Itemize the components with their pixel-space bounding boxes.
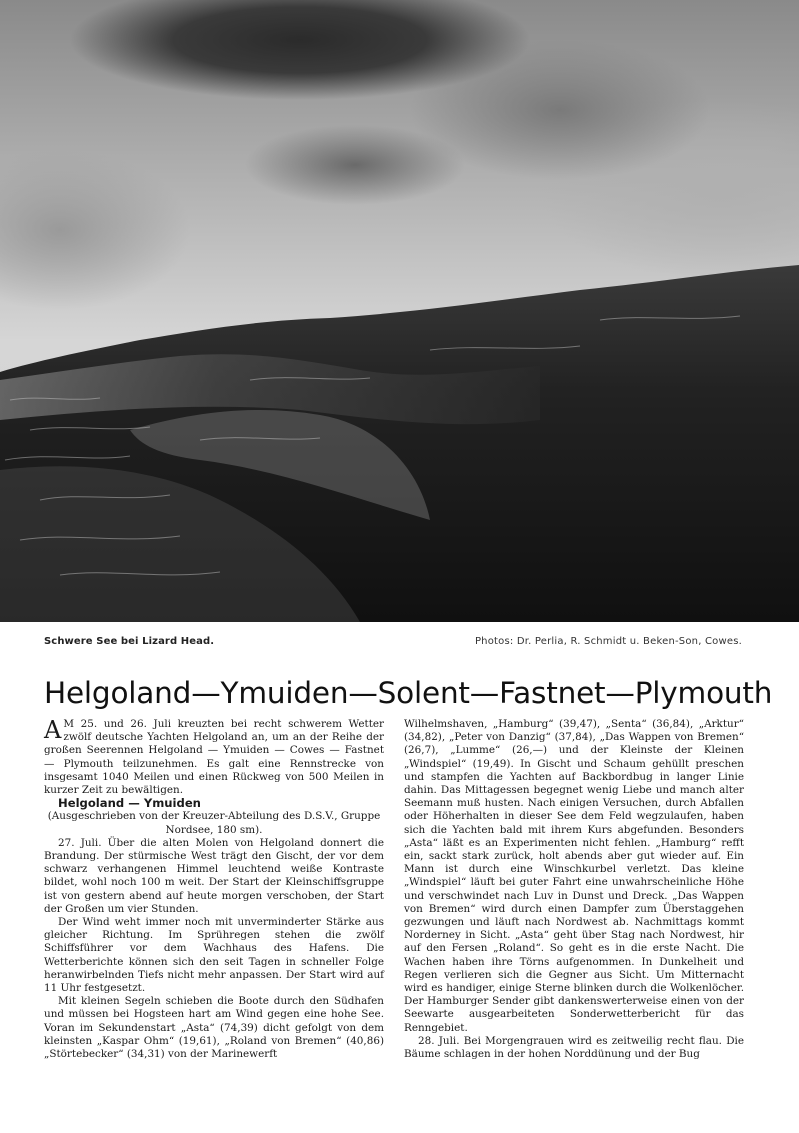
paragraph-4: Wilhelmshaven, „Hamburg“ (39,47), „Senta“ (36,84), „Arktur“ (34,82), „Peter von Danzig“ (37,84), „Das Wappen von Bremen“ (26,7), „Lumme“ (26,—) und der Kleinste der Kleinen „Windspiel“ (19,49). In Gischt und Schaum gehüllt preschen und stampfen die Yachten auf Backbordbug in langer Linie dahin. Das Mittagessen begegnet wenig Liebe und manch alter Seemann muß husten. Nach einigen Versuchen, durch Abfallen oder Höherhalten in dieser See dem Feld wegzulaufen, haben sich die Yachten bald mit ihrem Kurs abgefunden. Besonders „Asta“ läßt es an Experimenten nicht fehlen. „Hamburg“ refft ein, sackt stark zurück, holt abends aber gut wieder auf. Ein Mann ist durch eine Winschkurbel verletzt. Das kleine „Windspiel“ läuft bei guter Fahrt eine unwahrscheinliche Höhe und verschwindet nach Luv in Dunst und Dreck. „Das Wappen von Bremen“ wird durch einen Dampfer zum Überstaggehen gezwungen und läuft nach Nordwest ab. Nachmittags kommt Norderney in Sicht. „Asta“ geht über Stag nach Nordwest, hir auf den Fersen „Roland“. So geht es in die erste Nacht. Die Wachen haben ihre Törns aufgenommen. In Dunkelheit und Regen verlieren sich die Gegner aus Sicht. Um Mitternacht wird es handiger, einige Sterne blinken durch die Wolkenlöcher. Der Hamburger Sender gibt dankenswerterweise einen von der Seewarte ausgearbeiteten Sonderwetterbericht für das Renngebiet. [404, 718, 744, 1034]
paragraph-5: 28. Juli. Bei Morgengrauen wird es zeitweilig recht flau. Die Bäume schlagen in der hohen Norddünung und der Bug [404, 1034, 744, 1061]
paragraph-3: Mit kleinen Segeln schieben die Boote durch den Südhafen und müssen bei Hogsteen hart am Wind gegen eine hohe See. Voran im Sekundenstart „Asta“ (74,39) dicht gefolgt von dem kleinsten „Kaspar Ohm“ (19,61), „Roland von Bremen“ (40,86) „Störtebecker“ (34,31) von der Marinewerft [44, 995, 384, 1061]
lead-paragraph [44, 718, 384, 797]
paragraph-1: 27. Juli. Über die alten Molen von Helgoland donnert die Brandung. Der stürmische West trägt den Gischt, der vor dem schwarz verhangenen Himmel leuchtend weiße Kontraste bildet, wohl noch 100 m weit. Der Start der Kleinschiffsgruppe ist von gestern abend auf heute morgen verschoben, der Start der Großen um vier Stunden. [44, 836, 384, 915]
section-subheading: Helgoland — Ymuiden [58, 796, 201, 811]
article-column-left [44, 718, 384, 1061]
photo-credits: Photos: Dr. Perlia, R. Schmidt u. Beken-Son, Cowes. [474, 636, 742, 647]
article-headline: Helgoland—Ymuiden—Solent—Fastnet—Plymouth [44, 676, 773, 710]
lead-text: 25. und 26. Juli kreuzten bei recht schwerem Wetter zwölf deutsche Yachten Helgoland an, um an der Reihe der großen Seerennen Helgoland — Ymuiden — Cowes — Fastnet — Plymouth teilzunehmen. Es galt eine Rennstrecke von insgesamt 1040 Meilen und einen Rückweg von 500 Meilen in kurzer Zeit zu bewältigen. [44, 718, 384, 797]
section-note: (Ausgeschrieben von der Kreuzer-Abteilung des D.S.V., Gruppe Nordsee, 180 sm). [47, 810, 381, 836]
photo-caption: Schwere See bei Lizard Head. [44, 636, 215, 647]
drop-cap: A [44, 716, 62, 744]
paragraph-2: Der Wind weht immer noch mit unverminderter Stärke aus gleicher Richtung. Im Sprühregen stehen die zwölf Schiffsführer vor dem Wachhaus des Hafens. Die Wetterberichte können sich den seit Tagen in schneller Folge heranwirbelnden Tiefs nicht mehr anpassen. Der Start wird auf 11 Uhr festgesetzt. [44, 916, 384, 995]
lead-word-rest: M [63, 718, 74, 730]
article-column-right [404, 718, 744, 1061]
